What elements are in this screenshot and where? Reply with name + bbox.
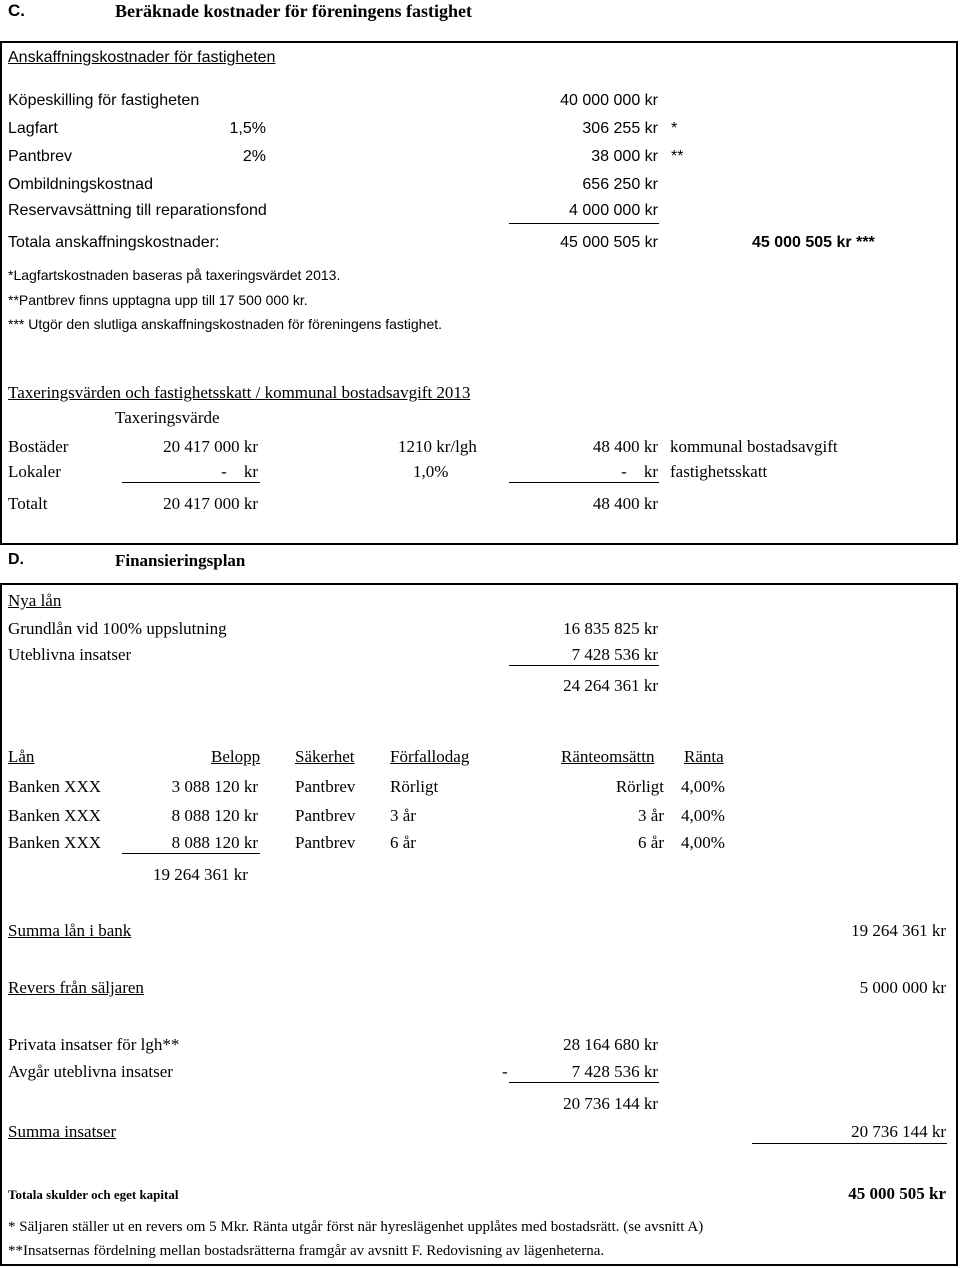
footnote: **Insatsernas fördelning mellan bostadsrätterna framgår av avsnitt F. Redovisning av lägenheterna. bbox=[8, 1243, 605, 1259]
section-d-letter: D. bbox=[8, 551, 24, 568]
insats-sum: 20 736 144 kr bbox=[851, 1122, 946, 1141]
acq-total-final: 45 000 505 kr *** bbox=[752, 234, 875, 251]
loan-row-rate: 4,00% bbox=[681, 833, 725, 852]
acq-row-amount: 306 255 kr bbox=[582, 120, 658, 137]
tax-row-value: 20 417 000 kr bbox=[163, 437, 258, 456]
sum-rule bbox=[122, 482, 260, 483]
new-loan-label: Grundlån vid 100% uppslutning bbox=[8, 619, 227, 638]
acq-row-amount: 656 250 kr bbox=[582, 176, 658, 193]
loan-row-rate: 4,00% bbox=[681, 777, 725, 796]
grand-label: Totala skulder och eget kapital bbox=[8, 1187, 179, 1202]
bank-sum: 19 264 361 kr bbox=[851, 921, 946, 940]
new-loan-label: Uteblivna insatser bbox=[8, 645, 132, 664]
tax-row-amount: - kr bbox=[621, 462, 658, 481]
acq-row-pct: 2% bbox=[242, 148, 266, 165]
loan-row-due: Rörligt bbox=[390, 777, 439, 796]
loan-header-forfallodag: Förfallodag bbox=[390, 747, 470, 766]
tax-row-type: fastighetsskatt bbox=[670, 462, 768, 481]
loan-row-amount: 8 088 120 kr bbox=[171, 806, 258, 825]
acq-row-label: Reservavsättning till reparationsfond bbox=[8, 202, 267, 219]
tax-row-value: - kr bbox=[221, 462, 258, 481]
tax-heading: Taxeringsvärden och fastighetsskatt / kommunal bostadsavgift 2013 bbox=[8, 383, 471, 402]
loan-row-bank: Banken XXX bbox=[8, 777, 102, 796]
loan-row-amount: 8 088 120 kr bbox=[171, 833, 258, 852]
loan-header-ranta: Ränta bbox=[684, 747, 724, 766]
acq-row-amount: 40 000 000 kr bbox=[560, 92, 658, 109]
tax-row-type: kommunal bostadsavgift bbox=[670, 437, 838, 456]
loan-header-belopp: Belopp bbox=[211, 747, 261, 766]
acq-row-pct: 1,5% bbox=[229, 120, 266, 137]
acq-row-mark: ** bbox=[671, 148, 684, 165]
tax-row-label: Bostäder bbox=[8, 437, 69, 456]
tax-row-rate: 1,0% bbox=[413, 462, 449, 481]
section-c-title: Beräknade kostnader för föreningens fastighet bbox=[115, 1, 473, 21]
loan-row-due: 3 år bbox=[390, 806, 416, 825]
sum-rule bbox=[509, 482, 659, 483]
bank-sum-label: Summa lån i bank bbox=[8, 921, 132, 940]
grand-total: 45 000 505 kr bbox=[848, 1184, 946, 1203]
loan-row-due: 6 år bbox=[390, 833, 416, 852]
tax-row-amount: 48 400 kr bbox=[592, 437, 658, 456]
loan-row-security: Pantbrev bbox=[295, 833, 356, 852]
acq-note: **Pantbrev finns upptagna upp till 17 500 000 kr. bbox=[8, 292, 308, 308]
acq-row-label: Lagfart bbox=[8, 120, 58, 137]
new-loans-total: 24 264 361 kr bbox=[563, 676, 658, 695]
acq-row-label: Ombildningskostnad bbox=[8, 176, 153, 193]
acquisition-heading: Anskaffningskostnader för fastigheten bbox=[8, 49, 276, 66]
section-d-title: Finansieringsplan bbox=[115, 551, 246, 570]
acq-row-label: Köpeskilling för fastigheten bbox=[8, 92, 200, 109]
acq-row-amount: 4 000 000 kr bbox=[569, 202, 658, 219]
sum-rule bbox=[509, 223, 659, 224]
acq-note: *Lagfartskostnaden baseras på taxeringsvärdet 2013. bbox=[8, 267, 341, 283]
footnote: * Säljaren ställer ut en revers om 5 Mkr. Ränta utgår först när hyreslägenhet upplåtes med bostadsrätt. (se avsnitt A) bbox=[8, 1219, 704, 1235]
loan-row-bank: Banken XXX bbox=[8, 806, 102, 825]
acq-note: *** Utgör den slutliga anskaffningskostnaden för föreningens fastighet. bbox=[8, 316, 443, 332]
tax-total-amount: 48 400 kr bbox=[592, 494, 658, 513]
loan-header-ranteomsattn: Ränteomsättn bbox=[561, 747, 655, 766]
loan-table-total: 19 264 361 kr bbox=[153, 865, 248, 884]
loan-row-reset: Rörligt bbox=[615, 777, 664, 796]
acq-total-label: Totala anskaffningskostnader: bbox=[8, 234, 220, 251]
deduct-sign: - bbox=[502, 1062, 508, 1081]
new-loan-amount: 16 835 825 kr bbox=[563, 619, 658, 638]
sum-rule bbox=[122, 853, 260, 854]
section-c-letter: C. bbox=[8, 1, 25, 20]
loan-row-rate: 4,00% bbox=[681, 806, 725, 825]
sum-rule bbox=[752, 1143, 947, 1144]
insats-sum-label: Summa insatser bbox=[8, 1122, 117, 1141]
loan-row-security: Pantbrev bbox=[295, 777, 356, 796]
loan-row-bank: Banken XXX bbox=[8, 833, 102, 852]
loan-header-sakerhet: Säkerhet bbox=[295, 747, 355, 766]
new-loan-amount: 7 428 536 kr bbox=[571, 645, 658, 664]
deduct-label: Avgår uteblivna insatser bbox=[8, 1062, 173, 1081]
sum-rule bbox=[509, 1082, 659, 1083]
acq-row-mark: * bbox=[671, 120, 678, 137]
revers-amount: 5 000 000 kr bbox=[859, 978, 946, 997]
loan-row-security: Pantbrev bbox=[295, 806, 356, 825]
acq-row-amount: 38 000 kr bbox=[591, 148, 658, 165]
acq-total-amount: 45 000 505 kr bbox=[560, 234, 658, 251]
deduct-amount: 7 428 536 kr bbox=[571, 1062, 658, 1081]
tax-row-label: Lokaler bbox=[8, 462, 61, 481]
tax-total-value: 20 417 000 kr bbox=[163, 494, 258, 513]
loan-row-reset: 3 år bbox=[638, 806, 664, 825]
loan-row-amount: 3 088 120 kr bbox=[171, 777, 258, 796]
private-amount: 28 164 680 kr bbox=[563, 1035, 658, 1054]
acq-row-label: Pantbrev bbox=[8, 148, 73, 165]
new-loans-heading: Nya lån bbox=[8, 591, 62, 610]
loan-header-lan: Lån bbox=[8, 747, 35, 766]
revers-label: Revers från säljaren bbox=[8, 978, 144, 997]
private-label: Privata insatser för lgh** bbox=[8, 1035, 180, 1054]
loan-row-reset: 6 år bbox=[638, 833, 664, 852]
tax-row-rate: 1210 kr/lgh bbox=[398, 437, 477, 456]
sum-rule bbox=[509, 665, 659, 666]
private-net: 20 736 144 kr bbox=[563, 1094, 658, 1113]
tax-col-header: Taxeringsvärde bbox=[115, 408, 220, 427]
tax-total-label: Totalt bbox=[8, 494, 48, 513]
